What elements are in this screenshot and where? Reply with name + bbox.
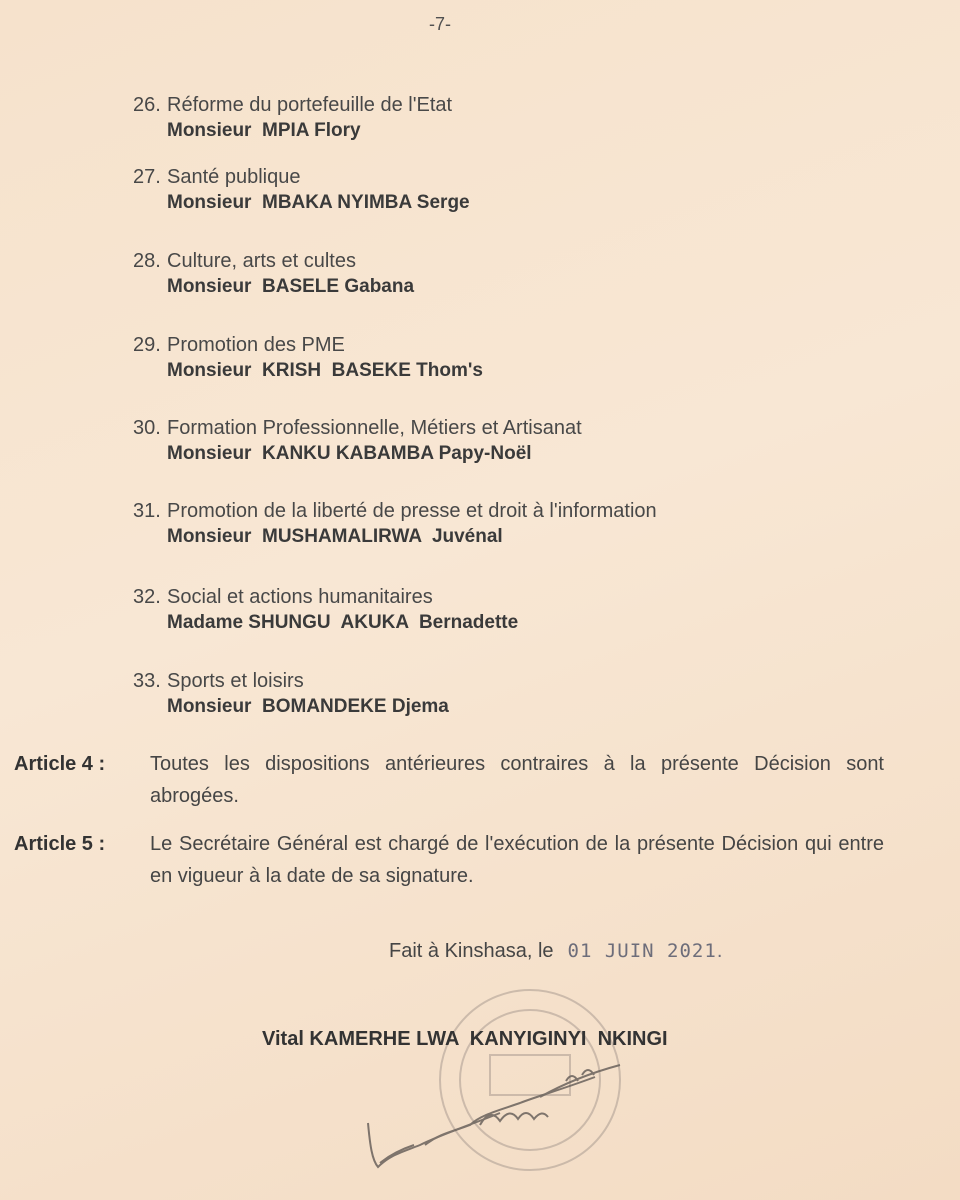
article-label: Article 5 : bbox=[14, 833, 106, 855]
portfolio-heading bbox=[133, 498, 893, 524]
seal-outer-ring bbox=[440, 990, 620, 1170]
article-4 bbox=[14, 748, 884, 812]
list-item bbox=[133, 498, 893, 550]
item-number: 28. bbox=[133, 250, 161, 272]
appointee-name: Monsieur MBAKA NYIMBA Serge bbox=[167, 192, 470, 213]
portfolio-title: Sports et loisirs bbox=[167, 670, 304, 692]
article-5 bbox=[14, 828, 884, 892]
appointee-name: Monsieur BOMANDEKE Djema bbox=[167, 696, 449, 717]
portfolio-title: Santé publique bbox=[167, 166, 301, 188]
official-seal-and-signature bbox=[330, 985, 660, 1200]
appointee-name: Monsieur KANKU KABAMBA Papy-Noël bbox=[167, 443, 532, 464]
portfolio-heading bbox=[133, 164, 893, 190]
item-number: 33. bbox=[133, 670, 161, 692]
portfolio-title: Social et actions humanitaires bbox=[167, 586, 433, 608]
portfolio-heading bbox=[133, 332, 893, 358]
article-text: Toutes les dispositions antérieures contraires à la présente Décision sont abrogées. bbox=[150, 753, 884, 807]
list-item bbox=[133, 332, 893, 384]
item-number: 29. bbox=[133, 334, 161, 356]
appointee-name: Monsieur MPIA Flory bbox=[167, 120, 361, 141]
portfolio-heading bbox=[133, 248, 893, 274]
list-item bbox=[133, 415, 893, 467]
handwritten-signature bbox=[368, 1065, 620, 1167]
appointee-name: Madame SHUNGU AKUKA Bernadette bbox=[167, 612, 519, 633]
item-number: 26. bbox=[133, 94, 161, 116]
list-item bbox=[133, 164, 893, 216]
place-text: Fait à Kinshasa, le bbox=[389, 940, 554, 962]
item-number: 30. bbox=[133, 417, 161, 439]
page-number: -7- bbox=[429, 14, 451, 34]
portfolio-heading bbox=[133, 92, 893, 118]
portfolio-title: Culture, arts et cultes bbox=[167, 250, 356, 272]
list-item bbox=[133, 668, 893, 720]
article-label: Article 4 : bbox=[14, 753, 106, 775]
appointee-name: Monsieur BASELE Gabana bbox=[167, 276, 415, 297]
list-item bbox=[133, 584, 893, 636]
appointee-name: Monsieur KRISH BASEKE Thom's bbox=[167, 360, 483, 381]
portfolio-title: Réforme du portefeuille de l'Etat bbox=[167, 94, 453, 116]
list-item bbox=[133, 248, 893, 300]
item-number: 32. bbox=[133, 586, 161, 608]
portfolio-title: Formation Professionnelle, Métiers et Artisanat bbox=[167, 417, 582, 439]
appointee-name: Monsieur MUSHAMALIRWA Juvénal bbox=[167, 526, 503, 547]
portfolio-title: Promotion de la liberté de presse et droit à l'information bbox=[167, 500, 657, 522]
signatory-name: Vital KAMERHE LWA KANYIGINYI NKINGI bbox=[262, 1028, 668, 1050]
portfolio-heading bbox=[133, 415, 893, 441]
list-item bbox=[133, 92, 893, 144]
portfolio-title: Promotion des PME bbox=[167, 334, 345, 356]
date-dot: . bbox=[716, 940, 723, 962]
article-text: Le Secrétaire Général est chargé de l'exécution de la présente Décision qui entre en vigueur à la date de sa signature. bbox=[150, 833, 884, 887]
place-and-date bbox=[389, 940, 722, 963]
item-number: 27. bbox=[133, 166, 161, 188]
date-stamp: 01 JUIN 2021 bbox=[567, 940, 717, 962]
item-number: 31. bbox=[133, 500, 161, 522]
portfolio-heading bbox=[133, 584, 893, 610]
portfolio-heading bbox=[133, 668, 893, 694]
